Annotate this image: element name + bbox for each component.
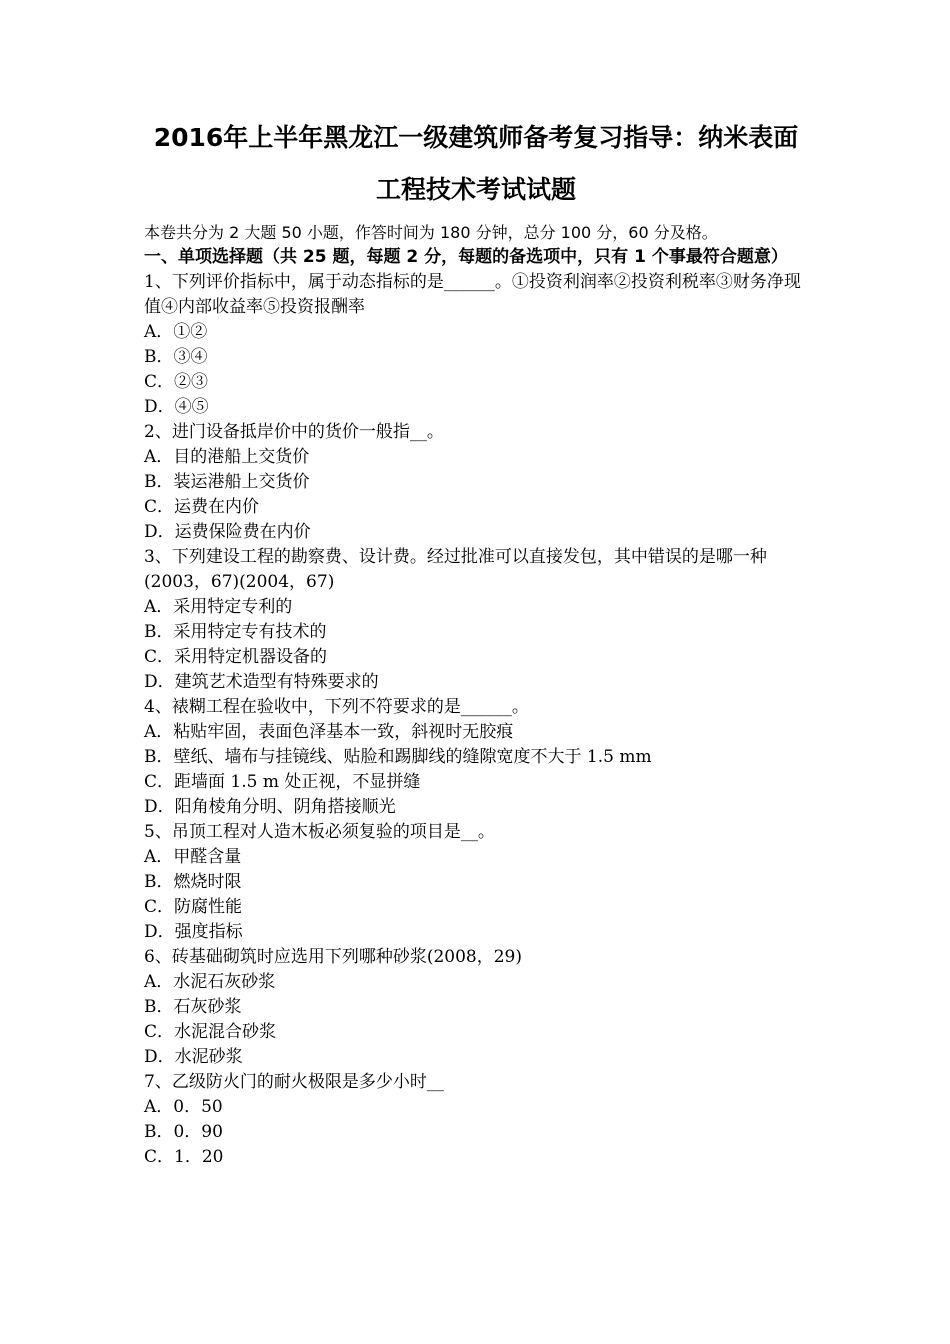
answer-option: B．装运港船上交货价 [144,472,310,492]
question-stem: 2、进门设备抵岸价中的货价一般指__。 [144,422,444,442]
answer-option: D．水泥砂浆 [144,1047,243,1067]
question-list [144,270,808,1170]
answer-option: C．运费在内价 [144,497,260,517]
answer-option: B．采用特定专有技术的 [144,622,327,642]
question-stem: 6、砖基础砌筑时应选用下列哪种砂浆(2008，29) [144,947,522,967]
exam-intro: 本卷共分为 2 大题 50 小题，作答时间为 180 分钟，总分 100 分，60 分及格。 [144,223,718,242]
document-title-line2: 工程技术考试试题 [375,175,576,204]
answer-option: A．目的港船上交货价 [144,447,310,467]
answer-option: B．0．90 [144,1122,223,1142]
answer-option: A．采用特定专利的 [144,597,293,617]
answer-option: A．甲醛含量 [144,847,242,867]
answer-option: A．粘贴牢固，表面色泽基本一致，斜视时无胶痕 [144,722,514,742]
question-block [144,1070,808,1170]
question-block [144,545,808,695]
question-block [144,820,808,945]
question-block [144,945,808,1070]
answer-option: B．③④ [144,347,208,367]
section-heading: 一、单项选择题（共 25 题，每题 2 分，每题的备选项中，只有 1 个事最符合题意） [144,247,788,267]
answer-option: C．1．20 [144,1147,224,1167]
answer-option: B．壁纸、墙布与挂镜线、贴脸和踢脚线的缝隙宽度不大于 1.5 mm [144,747,652,767]
answer-option: D．强度指标 [144,922,243,942]
document-title-line1: 2016年上半年黑龙江一级建筑师备考复习指导：纳米表面 [153,123,799,152]
question-stem: 7、乙级防火门的耐火极限是多少小时__ [144,1072,444,1092]
question-block [144,420,808,545]
answer-option: A．0．50 [144,1097,223,1117]
question-stem: 4、裱糊工程在验收中，下列不符要求的是______。 [144,697,529,717]
answer-option: C．水泥混合砂浆 [144,1022,277,1042]
answer-option: C．防腐性能 [144,897,243,917]
answer-option: C．②③ [144,372,209,392]
answer-option: C．采用特定机器设备的 [144,647,328,667]
question-block [144,695,808,820]
answer-option: A．水泥石灰砂浆 [144,972,276,992]
question-block [144,270,808,420]
answer-option: B．石灰砂浆 [144,997,242,1017]
answer-option: B．燃烧时限 [144,872,242,892]
question-stem: 3、下列建设工程的勘察费、设计费。经过批准可以直接发包，其中错误的是哪一种(2003，67)(2004，67) [144,547,767,592]
question-stem: 5、吊顶工程对人造木板必须复验的项目是__。 [144,822,495,842]
answer-option: D．阳角棱角分明、阴角搭接顺光 [144,797,396,817]
answer-option: D．建筑艺术造型有特殊要求的 [144,672,379,692]
answer-option: C．距墙面 1.5 m 处正视，不显拼缝 [144,772,421,792]
answer-option: D．④⑤ [144,397,209,417]
answer-option: D．运费保险费在内价 [144,522,311,542]
document-page [144,112,808,1170]
question-stem: 1、下列评价指标中，属于动态指标的是______。①投资利润率②投资利税率③财务净现值④内部收益率⑤投资报酬率 [144,272,801,317]
answer-option: A．①② [144,322,208,342]
